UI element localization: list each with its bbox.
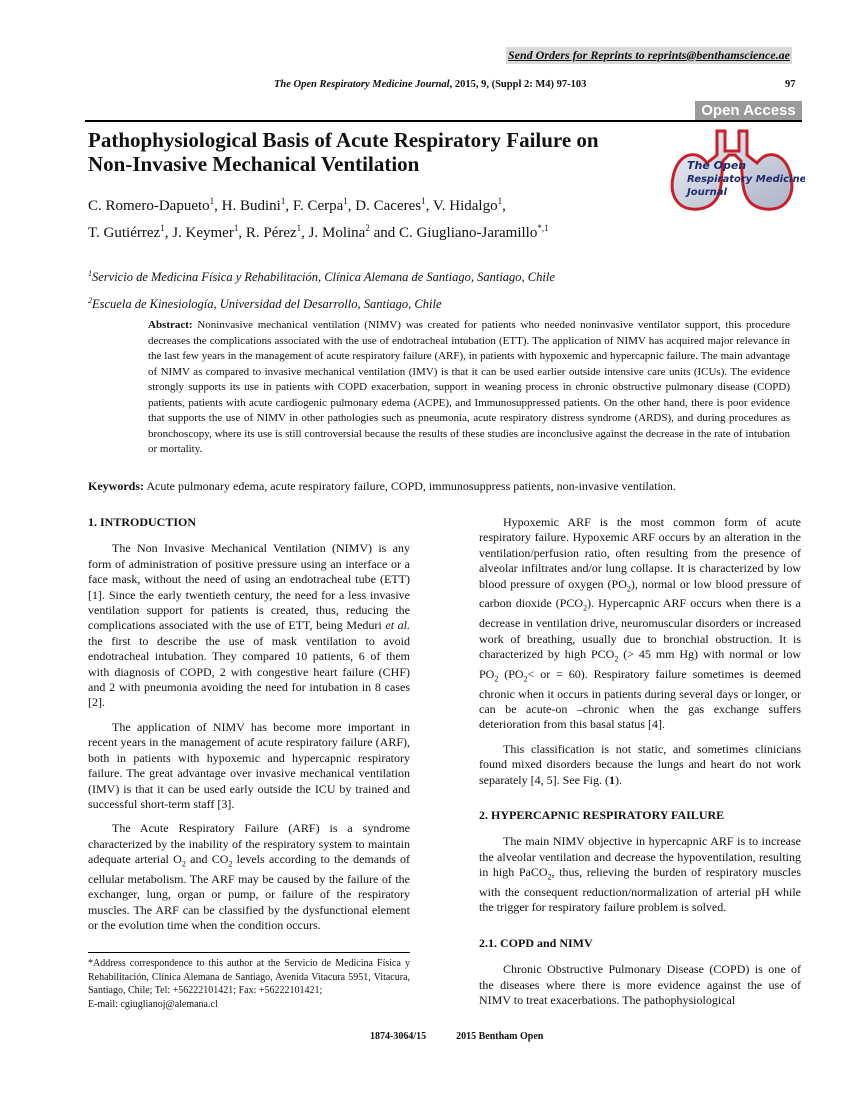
paragraph: Hypoxemic ARF is the most common form of acute respiratory failure. Hypoxemic ARF occurs by an alteration in the ventilation/perfusion ratio, often resulting from the presence of alveolar infiltrates and/or lung collapse. It is characterized by low blood pressure of oxygen $(PO_2)$, normal or low blood pressure of carbon dioxide $(PCO_2)$. Hypercapnic ARF occurs when there is a decrease in ventilation drive, neuromuscular disorders or increased work of breathing, usually due to bronchial obstruction. It is characterized by high $PCO_2$ (> 45 mm Hg) with normal or low $PO_2$ ($PO_2<$ or = 60). Respiratory failure sometimes is deemed chronic when it occurs in patients during several days or longer, or can be acute-on –chronic when the gas exchange suffers deterioration from this basal status [4]. (479, 515, 802, 732)
footnote-address: *Address correspondence to this author at the Servicio de Medicina Física y Rehabilitación, Clínica Alemana de Santiago, Avenida Vitacura 5951, Vitacura, Santiago, Chile; Tel: +56222101421; Fax: +56222101421; (88, 958, 410, 996)
correspondence-footnote (88, 957, 410, 1011)
abstract-text: Noninvasive mechanical ventilation (NIMV) was created for patients who needed noninvasive ventilator support, this procedure decreases the complications associated with the use of endotracheal intubation (ETT). The application of NIMV has acquired major relevance in the last few years in the management of acute respiratory failure (ARF), in patients with hypoxemic and hypercapnic failure. The main advantage of NIMV as compared to invasive mechanical ventilation (IMV) is that it can be used earlier outside intensive care units (ICUs). The evidence strongly supports its use in patients with COPD exacerbation, support in weaning process in chronic obstructive pulmonary disease (COPD) patients, patients with acute cardiogenic pulmonary edema (ACPE), and Immunosuppressed patients. On the other hand, there is poor evidence that supports the use of NIMV in other pathologies such as pneumonia, acute respiratory distress syndrome (ARDS), and during procedures as bronchoscopy, where its use is still controversial because the results of these studies are inconclusive against the decrease in the rate of intubation or mortality. (148, 319, 790, 455)
svg-text:Respiratory Medicine: Respiratory Medicine (687, 174, 805, 185)
paragraph: This classification is not static, and sometimes clinicians found mixed disorders because the lungs and heart do not work separately [4, 5]. See Fig. (1). (479, 741, 801, 787)
section-heading-hypercapnic: 2. HYPERCAPNIC RESPIRATORY FAILURE (479, 808, 725, 823)
author: C. Romero-Dapueto (88, 198, 210, 214)
abstract (148, 318, 790, 458)
author: T. Gutiérrez (88, 225, 161, 241)
issn: 1874-3064/15 (370, 1031, 427, 1042)
lungs-icon (665, 125, 805, 217)
author: J. Keymer (172, 225, 234, 241)
figure-reference[interactable]: 1 (608, 772, 615, 787)
svg-text:The Open: The Open (687, 159, 747, 172)
citation-details: , 2015, 9, (Suppl 2: M4) 97-103 (449, 79, 587, 90)
section-heading-introduction: 1. INTRODUCTION (88, 515, 197, 529)
paragraph: The Non Invasive Mechanical Ventilation (NIMV) is any form of administration of positive pressure using an interface or a face mask, without the need of using an endotracheal tube (ETT) [1]. Since the early twentieth century, the need for a less invasive ventilation support for patients is created, thus, reducing the complications associated with the use of ETT, being Meduri et al. the first to describe the use of mask ventilation to avoid endotracheal intubation. They compared 10 patients, 6 of them with diagnosis of COPD, 2 with congestive heart failure (CHF) and 2 with pneumonia avoiding the need for intubation in 8 cases [2]. (88, 541, 410, 710)
affiliations (88, 262, 555, 316)
paragraph: Chronic Obstructive Pulmonary Disease (COPD) is one of the diseases where there is more evidence against the use of NIMV to treat exacerbations. The pathophysiological (479, 962, 801, 1008)
author: F. Cerpa (292, 198, 344, 214)
left-column (88, 515, 410, 943)
page-number: 97 (785, 79, 796, 90)
footnote-email[interactable]: E-mail: cgiuglianoj@alemana.cl (88, 998, 218, 1010)
affiliation-1: $^1$Servicio de Medicina Física y Rehabilitación, Clínica Alemana de Santiago, Santiago, Chile (88, 269, 555, 285)
open-access-badge: Open Access (695, 101, 802, 120)
right-column (479, 515, 801, 1018)
paragraph: The application of NIMV has become more important in recent years in the management of acute respiratory failure (ARF), both in patients with hypoxemic and hypercapnic respiratory failure. The great advantage over invasive mechanical ventilation (IMV) is that it can be used early outside the ICU by trained and successful short-term staff [3]. (88, 719, 410, 811)
author-line-2: T. Gutiérrez$^1$, J. Keymer$^1$, R. Pérez$^1$, J. Molina$^2$ and C. Giugliano-Jaramillo$^{*,1}$ (88, 223, 549, 241)
subsection-heading-copd: 2.1. COPD and NIMV (479, 935, 593, 950)
publisher: 2015 Bentham Open (456, 1031, 544, 1042)
journal-logo (665, 125, 805, 217)
article-title: Pathophysiological Basis of Acute Respiratory Failure on Non-Invasive Mechanical Ventilation (88, 128, 599, 176)
author: D. Caceres (355, 198, 422, 214)
svg-text:Journal: Journal (687, 187, 727, 198)
author: V. Hidalgo (432, 198, 498, 214)
reprints-notice[interactable]: Send Orders for Reprints to reprints@benthamscience.ae (508, 48, 790, 62)
author: J. Molina (308, 225, 366, 241)
keywords-label: Keywords: (88, 479, 144, 493)
paragraph: The main NIMV objective in hypercapnic ARF is to increase the alveolar ventilation and decrease the hypoventilation, resulting in high PaCO$_2$, thus, relieving the burden of respiratory muscles with the consequent reduction/normalization of arterial pH while the trigger for respiratory failure problem is solved. (479, 834, 801, 915)
author: R. Pérez (245, 225, 297, 241)
header-divider (85, 120, 802, 122)
author: H. Budini (221, 198, 281, 214)
page-footer (370, 1031, 543, 1042)
keywords-text: Acute pulmonary edema, acute respiratory failure, COPD, immunosuppress patients, non-invasive ventilation. (146, 479, 676, 493)
footnote-divider (88, 952, 410, 953)
keywords (88, 479, 788, 494)
journal-citation (274, 79, 586, 90)
author-list (88, 190, 648, 244)
abstract-label: Abstract: (148, 319, 193, 331)
affiliation-2: $^2$Escuela de Kinesiología, Universidad del Desarrollo, Santiago, Chile (88, 296, 442, 312)
journal-name: The Open Respiratory Medicine Journal (274, 79, 450, 90)
paragraph: The Acute Respiratory Failure (ARF) is a syndrome characterized by the inability of the respiratory system to maintain adequate arterial $O_2$ and $CO_2$ levels according to the demands of cellular metabolism. The ARF may be caused by the failure of the exchanger, lung, organ or pump, or failure of the respiratory muscles. The ARF can be classified by the dysfunctional element or the evolution time when the condition occurs. (88, 821, 411, 933)
author: C. Giugliano-Jaramillo (399, 225, 538, 241)
author-line-1: C. Romero-Dapueto$^1$, H. Budini$^1$, F. Cerpa$^1$, D. Caceres$^1$, V. Hidalgo$^1$, (88, 196, 506, 214)
